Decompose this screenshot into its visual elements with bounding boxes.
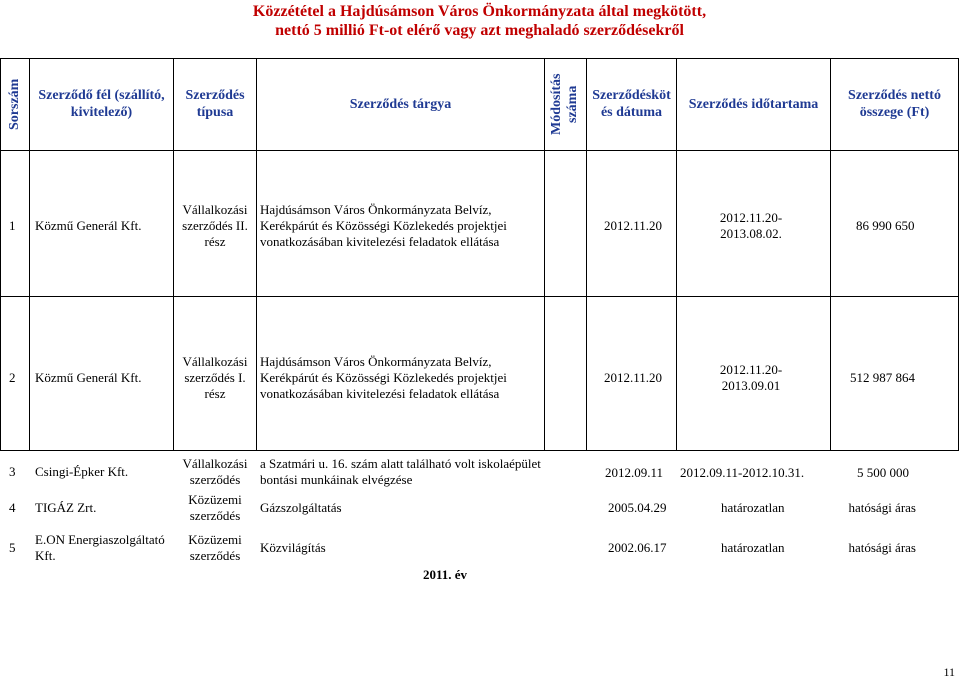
row-3-subject: a Szatmári u. 16. szám alatt található volt iskolaépület bontási munkáinak elvégzése <box>260 456 541 487</box>
row-4-party: TIGÁZ Zrt. <box>35 500 97 515</box>
row-1-party: Közmű Generál Kft. <box>35 218 142 233</box>
row-1-period: 2012.11.20- 2013.08.02. <box>719 210 783 241</box>
col-line-4 <box>544 58 545 450</box>
row-1-amount: 86 990 650 <box>856 218 915 233</box>
row-2-bottom-line <box>0 450 959 451</box>
page-title-line-2: nettó 5 millió Ft-ot elérő vagy azt meghaladó szerződésekről <box>275 22 684 39</box>
header-type: Szerződés típusa <box>185 88 245 120</box>
header-duration: Szerződés időtartama <box>688 96 819 112</box>
row-2-amount: 512 987 864 <box>850 370 915 385</box>
page-number: 11 <box>943 665 955 679</box>
row-4-subject: Gázszolgáltatás <box>260 500 342 515</box>
row-5-no: 5 <box>9 540 16 555</box>
row-4-period: határozatlan <box>721 500 785 515</box>
row-3-no: 3 <box>9 464 16 479</box>
row-5-amount: hatósági áras <box>848 540 916 555</box>
row-5-period: határozatlan <box>721 540 785 555</box>
header-party: Szerződő fél (szállító, kivitelező) <box>38 88 165 120</box>
col-line-0 <box>0 58 1 450</box>
row-2-date: 2012.11.20 <box>604 370 663 385</box>
row-1-date: 2012.11.20 <box>604 218 663 233</box>
row-2-type: Vállalkozási szerződés I. rész <box>182 354 248 401</box>
row-2-period: 2012.11.20- 2013.09.01 <box>719 362 783 393</box>
header-amount: Szerződés nettó összege (Ft) <box>848 88 941 120</box>
page-title-line-1: Közzététel a Hajdúsámson Város Önkormányzata által megkötött, <box>252 3 707 20</box>
row-2-no: 2 <box>9 370 16 385</box>
row-3-amount: 5 500 000 <box>857 465 909 480</box>
row-5-type: Közüzemi szerződés <box>188 532 242 563</box>
row-3-period: 2012.09.11-2012.10.31. <box>680 465 805 480</box>
row-1-subject: Hajdúsámson Város Önkormányzata Belvíz, Kerékpárút és Közösségi Közlekedés projektjei vonatkozásában kivitelezési feladatok ellátása <box>260 202 507 249</box>
row-5-date: 2002.06.17 <box>608 540 667 555</box>
header-bottom-line <box>0 150 959 151</box>
row-1-no: 1 <box>9 218 16 233</box>
header-sorszam: Sorszám <box>7 78 22 130</box>
row-1-type: Vállalkozási szerződés II. rész <box>182 202 248 249</box>
row-3-type: Vállalkozási szerződés <box>182 456 248 487</box>
row-4-amount: hatósági áras <box>848 500 916 515</box>
row-2-party: Közmű Generál Kft. <box>35 370 142 385</box>
row-5-subject: Közvilágítás <box>260 540 326 555</box>
row-5-party: E.ON Energiaszolgáltató Kft. <box>35 532 165 563</box>
header-signing-date: Szerződésköt és dátuma <box>592 88 671 120</box>
row-2-subject: Hajdúsámson Város Önkormányzata Belvíz, Kerékpárút és Közösségi Közlekedés projektjei vonatkozásában kivitelezési feladatok ellátása <box>260 354 507 401</box>
row-4-no: 4 <box>9 500 16 515</box>
header-modification: Módosítás száma <box>549 73 580 135</box>
row-4-type: Közüzemi szerződés <box>188 492 242 523</box>
row-4-date: 2005.04.29 <box>608 500 667 515</box>
row-3-date: 2012.09.11 <box>605 465 664 480</box>
row-1-bottom-line <box>0 296 959 297</box>
header-subject: Szerződés tárgya <box>349 96 452 112</box>
row-3-party: Csingi-Épker Kft. <box>35 464 129 479</box>
year-label: 2011. év <box>423 567 468 582</box>
